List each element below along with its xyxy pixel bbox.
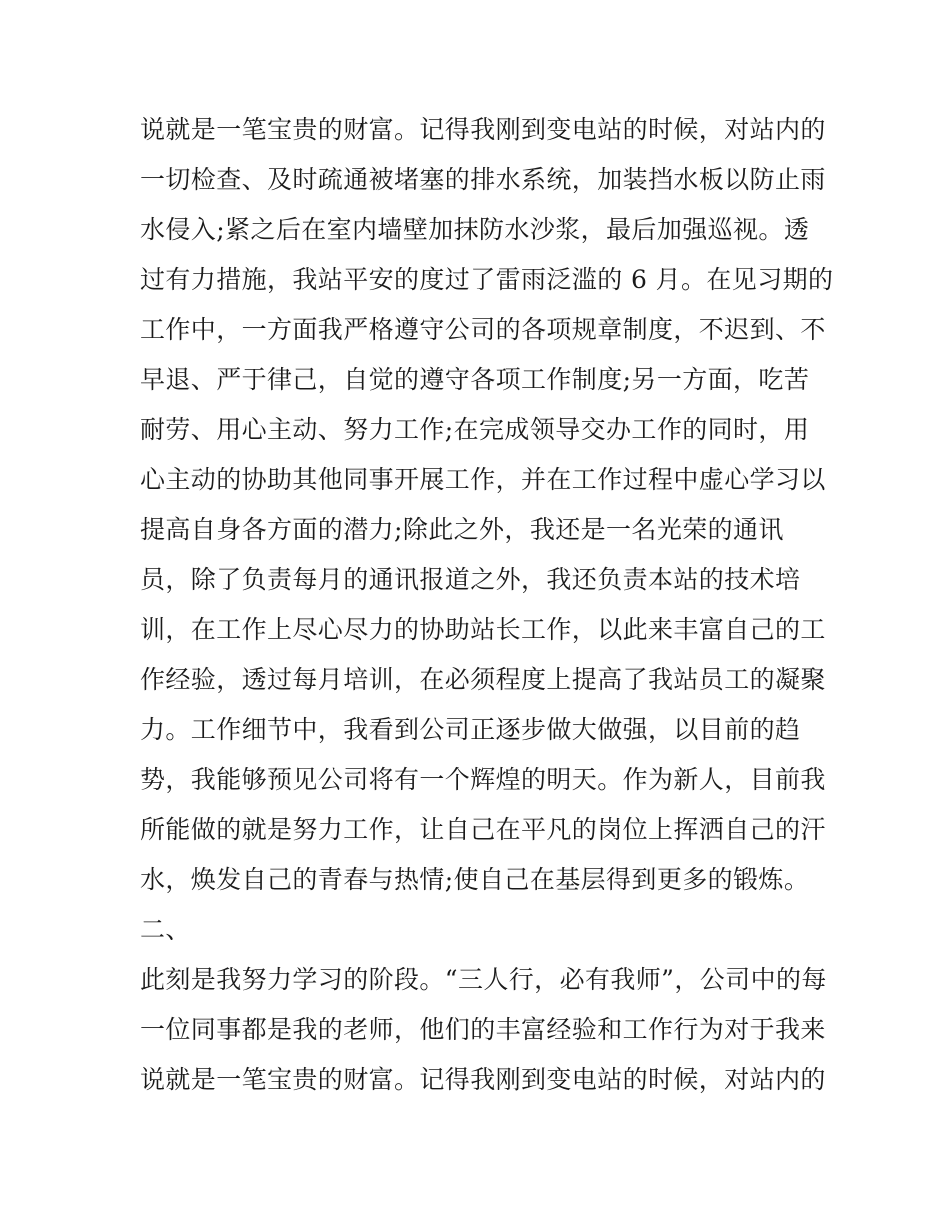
text-line: 水侵入;紧之后在室内墙壁加抹防水沙浆，最后加强巡视。透 [140,215,810,244]
text-line: 作经验，透过每月培训，在必须程度上提高了我站员工的凝聚 [140,665,826,694]
text-line: 水，焕发自己的青春与热情;使自己在基层得到更多的锻炼。 [140,865,810,894]
text-line: 员，除了负责每月的通讯报道之外，我还负责本站的技术培 [140,565,801,594]
section-heading: 二、 [140,915,191,944]
text-line: 说就是一笔宝贵的财富。记得我刚到变电站的时候，对站内的 [140,115,826,144]
text-line: 说就是一笔宝贵的财富。记得我刚到变电站的时候，对站内的 [140,1065,826,1094]
text-line: 一切检查、及时疏通被堵塞的排水系统，加装挡水板以防止雨 [140,165,826,194]
text-line: 过有力措施，我站平安的度过了雷雨泛滥的 6 月。在见习期的 [140,265,834,294]
text-line: 早退、严于律己，自觉的遵守各项工作制度;另一方面，吃苦 [140,365,810,394]
text-line: 此刻是我努力学习的阶段。“三人行，必有我师”，公司中的每 [140,965,827,994]
text-line: 力。工作细节中，我看到公司正逐步做大做强，以目前的趋 [140,715,801,744]
text-line: 一位同事都是我的老师，他们的丰富经验和工作行为对于我来 [140,1015,826,1044]
text-line: 心主动的协助其他同事开展工作，并在工作过程中虚心学习以 [140,465,826,494]
text-line: 势，我能够预见公司将有一个辉煌的明天。作为新人，目前我 [140,765,826,794]
text-line: 训，在工作上尽心尽力的协助站长工作，以此来丰富自己的工 [140,615,826,644]
text-line: 工作中，一方面我严格遵守公司的各项规章制度，不迟到、不 [140,315,826,344]
text-line: 提高自身各方面的潜力;除此之外，我还是一名光荣的通讯 [140,515,784,544]
text-line: 所能做的就是努力工作，让自己在平凡的岗位上挥洒自己的汗 [140,815,826,844]
text-line: 耐劳、用心主动、努力工作;在完成领导交办工作的同时，用 [140,415,810,444]
